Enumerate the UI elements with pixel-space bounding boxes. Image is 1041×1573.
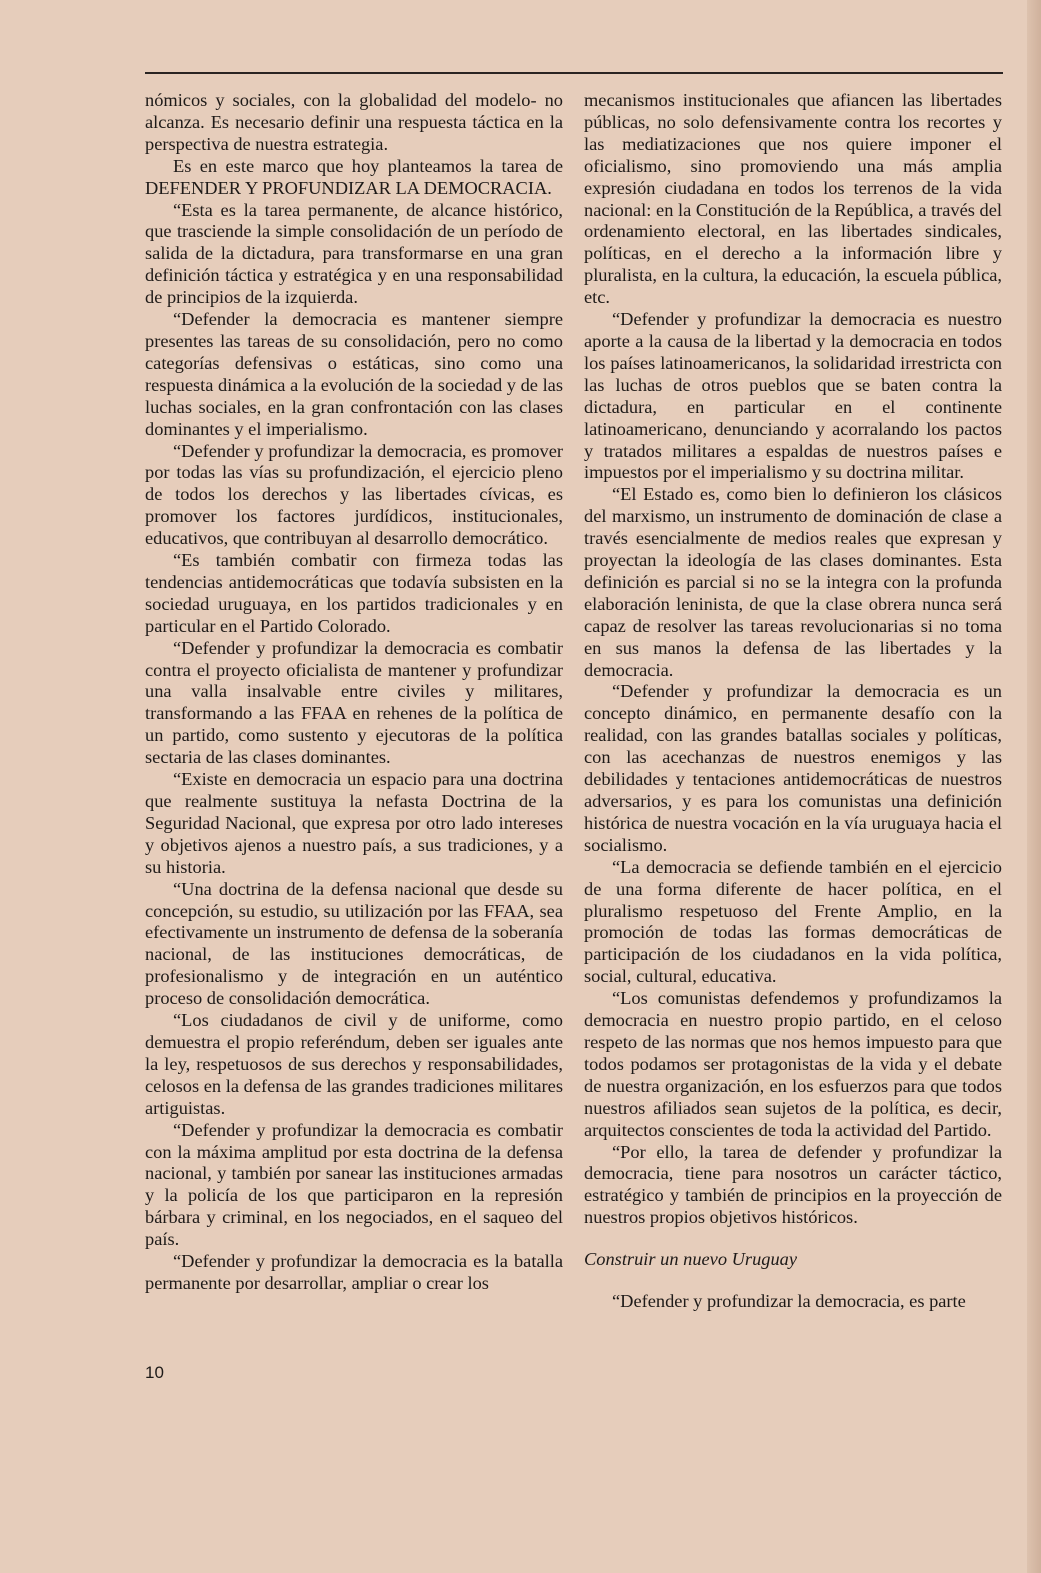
page-number: 10 xyxy=(145,1363,164,1382)
paragraph: Es en este marco que hoy planteamos la tarea de DEFENDER Y PROFUNDIZAR LA DEMOCRACIA. xyxy=(145,155,563,198)
paragraph: nómicos y sociales, con la globalidad del modelo- no alcanza. Es necesario definir una respuesta táctica en la perspectiva de nuestra estrategia. xyxy=(145,90,563,154)
page-edge xyxy=(1027,0,1041,1573)
paragraph: “Los ciudadanos de civil y de uniforme, como demuestra el propio referéndum, deben ser iguales ante la ley, respetuosos de sus derechos y responsabilidades, celosos en la defensa de las grandes tradiciones militares artiguistas. xyxy=(145,1010,563,1118)
paragraph: “Defender y profundizar la democracia, es parte xyxy=(612,1291,966,1312)
top-rule xyxy=(145,72,1003,74)
left-column xyxy=(145,90,563,1295)
paragraph: “Defender y profundizar la democracia es nuestro aporte a la causa de la libertad y la democracia en todos los países latinoamericanos, la solidaridad irrestricta con las luchas de otros pueblos que se baten contra la dictadura, en particular en el continente latinoamericano, denunciando y acorralando los pactos y tratados militares a espaldas de nuestros países e impuestos por el imperialismo y su doctrina militar. xyxy=(584,309,1002,483)
paragraph: “Defender y profundizar la democracia es la batalla permanente por desarrollar, ampliar o crear los xyxy=(145,1251,563,1293)
paragraph: “Es también combatir con firmeza todas las tendencias antidemocráticas que todavía subsisten en la sociedad uruguaya, en los partidos tradicionales y en particular en el Partido Colorado. xyxy=(145,550,563,636)
paragraph: “Defender y profundizar la democracia es combatir contra el proyecto oficialista de mantener y profundizar una valla insalvable entre civiles y militares, transformando a las FFAA en rehenes de la política de un partido, como sustento y ejecutoras de la política sectaria de las clases dominantes. xyxy=(145,637,563,768)
section-heading: Construir un nuevo Uruguay xyxy=(584,1249,798,1270)
right-column xyxy=(584,90,1002,1313)
paragraph: “Esta es la tarea permanente, de alcance histórico, que trasciende la simple consolidación de un período de salida de la dictadura, para transformarse en una gran definición táctica y estratégica y en una responsabilidad de principios de la izquierda. xyxy=(145,199,563,308)
paragraph: “El Estado es, como bien lo definieron los clásicos del marxismo, un instrumento de dominación de clase a través esencialmente de medios reales que expresan y proyectan la ideología de las clases dominantes. Esta definición es parcial si no se la integra con la profunda elaboración leninista, de que la clase obrera nunca será capaz de resolver las tareas revolucionarias si no toma en sus manos la defensa de las libertades y la democracia. xyxy=(584,484,1002,680)
paragraph: mecanismos institucionales que afiancen las libertades públicas, no solo defensivamente contra los recortes y las mediatizaciones que nos quiere imponer el oficialismo, sino promoviendo una más amplia expresión ciudadana en todos los terrenos de la vida nacional: en la Constitución de la República, a través del ordenamiento electoral, en las libertades sindicales, políticas, en el derecho a la información libre y pluralista, en la cultura, la educación, la escuela pública, etc. xyxy=(584,90,1002,308)
paragraph: “Defender y profundizar la democracia, es promover por todas las vías su profundización, el ejercicio pleno de todos los derechos y las libertades cívicas, es promover los factores jurdídicos, institucionales, educativos, que contribuyan al desarrollo democrático. xyxy=(145,440,563,549)
paragraph: “Defender la democracia es mantener siempre presentes las tareas de su consolidación, pero no como categorías defensivas o estáticas, sino como una respuesta dinámica a la evolución de la sociedad y de las luchas sociales, en la gran confrontación con las clases dominantes y el imperialismo. xyxy=(145,309,563,439)
paragraph: “La democracia se defiende también en el ejercicio de una forma diferente de hacer política, en el pluralismo respetuoso del Frente Amplio, en la promoción de todas las formas democráticas de participación de los ciudadanos en la vida política, social, cultural, educativa. xyxy=(584,856,1002,987)
paragraph: “Existe en democracia un espacio para una doctrina que realmente sustituya la nefasta Doctrina de la Seguridad Nacional, que expresa por otro lado intereses y objetivos ajenos a nuestro país, a sus tradiciones, y a su historia. xyxy=(145,769,563,877)
paragraph: “Defender y profundizar la democracia es un concepto dinámico, en permanente desafío con la realidad, con las grandes batallas sociales y políticas, con las acechanzas de nuestros enemigos y las debilidades y tentaciones antidemocráticas de nuestros adversarios, y es para los comunistas una definición histórica de nuestra vocación en la vía uruguaya hacia el socialismo. xyxy=(584,681,1002,855)
paragraph: “Una doctrina de la defensa nacional que desde su concepción, su estudio, su utilización por las FFAA, sea efectivamente un instrumento de defensa de la soberanía nacional, de las instituciones democráticas, de profesionalismo y de integración en un auténtico proceso de consolidación democrática. xyxy=(145,878,563,1009)
paragraph: “Por ello, la tarea de defender y profundizar la democracia, tiene para nosotros un carácter táctico, estratégico y también de principios en la proyección de nuestros propios objetivos históricos. xyxy=(584,1141,1002,1228)
paragraph: “Los comunistas defendemos y profundizamos la democracia en nuestro propio partido, en el celoso respeto de las normas que nos hemos impuesto para que todos podamos ser protagonistas de la vida y el debate de nuestra organización, en los esfuerzos para que todos nuestros afiliados sean sujetos de la política, es decir, arquitectos conscientes de toda la actividad del Partido. xyxy=(584,988,1002,1140)
paragraph: “Defender y profundizar la democracia es combatir con la máxima amplitud por esta doctrina de la defensa nacional, y también por sanear las instituciones armadas y la policía de los que participaron en la represión bárbara y criminal, en los negociados, en el saqueo del país. xyxy=(145,1119,563,1250)
